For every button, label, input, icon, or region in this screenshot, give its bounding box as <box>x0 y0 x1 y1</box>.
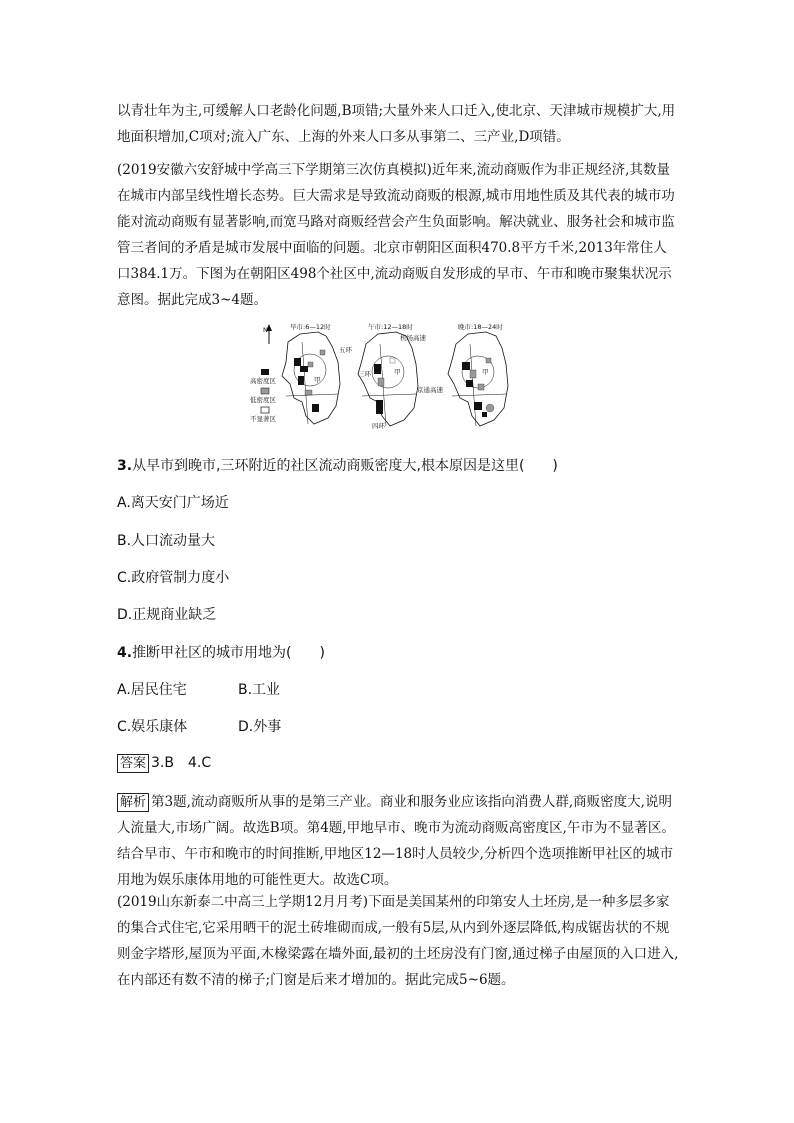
label-airport: 机场高速 <box>400 334 426 342</box>
q4-option-a: A.居民住宅 <box>117 682 187 698</box>
panel-noon-title: 午市:12—18时 <box>368 323 413 331</box>
legend <box>250 369 277 423</box>
legend-high-label: 高密度区 <box>250 377 276 385</box>
question-3 <box>117 455 558 475</box>
label-jia-noon: 甲 <box>394 368 401 376</box>
map-panel-early <box>282 322 353 424</box>
q4-option-b: B.工业 <box>238 682 281 698</box>
label-ring4: 四环 <box>372 422 385 430</box>
q3-option-c: C.政府管制力度小 <box>117 570 230 586</box>
analysis-label: 解析 <box>117 793 149 812</box>
analysis-paragraph <box>117 789 679 893</box>
analysis-text: 第3题,流动商贩所从事的是第三产业。商业和服务业应该指向消费人群,商贩密度大,说明人流量大,市场广阔。故选B项。第4题,甲地早市、晚市为流动商贩高密度区,午市为不显著区。结合早市、午市和晚市的时间推断,甲地区12—18时人员较少,分析四个选项推断甲社区的城市用地为娱乐康体用地的可能性更大。故选C项。 <box>117 794 675 888</box>
map-panel-evening <box>448 322 508 426</box>
legend-swatch-low <box>261 388 269 394</box>
question-3-stem: 从早市到晚市,三环附近的社区流动商贩密度大,根本原因是这里( ) <box>132 458 558 474</box>
q3-option-b: B.人口流动量大 <box>117 533 216 549</box>
question-4 <box>117 642 325 662</box>
answer-label: 答案 <box>117 754 149 773</box>
map-panel-noon <box>358 322 444 430</box>
legend-low-label: 低密度区 <box>250 396 276 404</box>
label-ring5: 五环 <box>339 346 352 354</box>
question-3-number: 3. <box>117 458 133 474</box>
q3-option-d: D.正规商业缺乏 <box>117 607 217 623</box>
north-arrow-icon <box>263 324 272 344</box>
q4-option-d: D.外事 <box>238 719 282 735</box>
label-jia-early: 甲 <box>314 376 321 384</box>
legend-swatch-high <box>261 369 269 375</box>
next-context-paragraph: (2019山东新泰二中高三上学期12月月考)下面是美国某州的印第安人土坯房,是一种多层多家的集合式住宅,它采用晒干的泥土砖堆砌而成,一般有5层,从内到外逐层降低,构成锯齿状的不规则金字塔形,屋顶为平面,木椽梁露在墙外面,最初的土坯房没有门窗,通过梯子由屋顶的入口进入,在内部还有数不清的梯子;门窗是后来才增加的。据此完成5~6题。 <box>117 894 679 988</box>
context-paragraph: (2019安徽六安舒城中学高三下学期第三次仿真模拟)近年来,流动商贩作为非正规经济,其数量在城市内部呈线性增长态势。巨大需求是导致流动商贩的根源,城市用地性质及其代表的城市功能对流动商贩有显著影响,而宽马路对商贩经营会产生负面影响。解决就业、服务社会和城市监管三者间的矛盾是城市发展中面临的问题。北京市朝阳区面积470.8平方千米,2013年常住人口384.1万。下图为在朝阳区498个社区中,流动商贩自发形成的早市、午市和晚市聚集状况示意图。据此完成3~4题。 <box>117 162 675 308</box>
q3-option-a: A.离天安门广场近 <box>117 495 229 511</box>
question-4-number: 4. <box>117 645 133 661</box>
intro-paragraph: 以青壮年为主,可缓解人口老龄化问题,B项错;大量外来人口迁入,使北京、天津城市规模扩大,用地面积增加,C项对;流入广东、上海的外来人口多从事第二、三产业,D项错。 <box>117 103 676 145</box>
answer-line <box>117 752 211 773</box>
label-ring3: 三环 <box>358 370 371 378</box>
north-label: N <box>263 326 268 334</box>
panel-early-title: 早市:6—12时 <box>290 323 331 331</box>
legend-swatch-none <box>261 407 269 413</box>
question-4-stem: 推断甲社区的城市用地为( ) <box>132 645 325 661</box>
label-jingtong: 京通高速 <box>417 386 443 394</box>
map-figure <box>250 322 550 432</box>
q4-option-c: C.娱乐康体 <box>117 719 188 735</box>
label-jia-evening: 甲 <box>482 368 489 376</box>
answer-text: 3.B 4.C <box>151 755 212 771</box>
panel-evening-title: 晚市:18—24时 <box>458 323 503 331</box>
legend-none-label: 不显著区 <box>250 415 276 423</box>
